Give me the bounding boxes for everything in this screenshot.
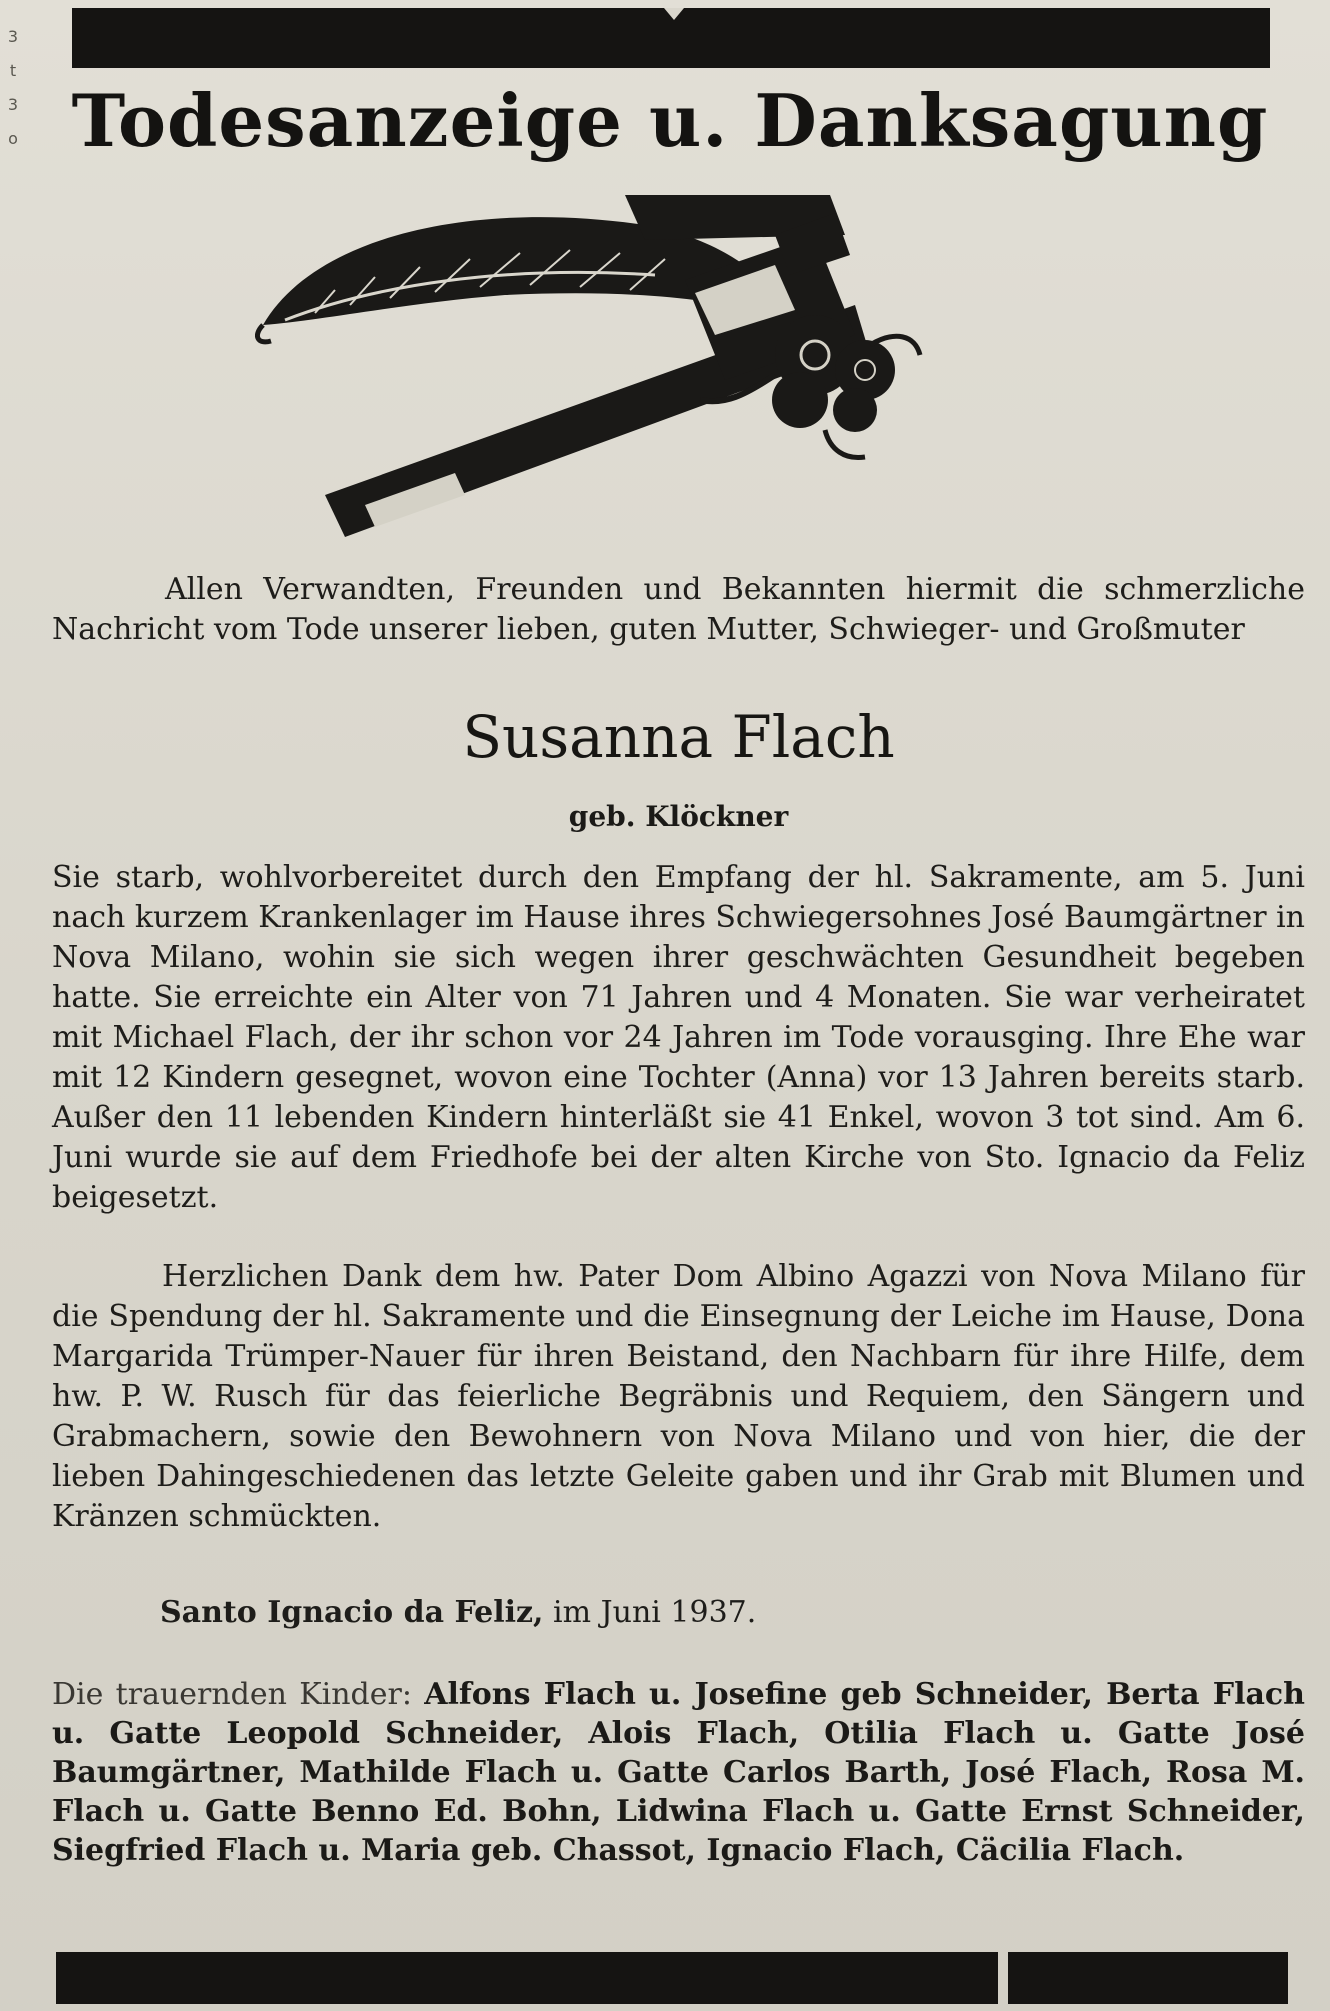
rule-notch [664,8,684,20]
margin-letter: 3 [7,95,19,114]
bottom-black-rule-left [56,1952,998,2004]
margin-letter: o [8,129,18,148]
date: im Juni 1937. [553,1595,757,1630]
body-paragraph-1: Sie starb, wohlvorbereitet durch den Empfang der hl. Sakramente, am 5. Juni nach kurzem Krankenlager im Hause ihres Schwiegersohnes José Baumgärtner in Nova Milano, wohin sie sich wegen ihrer geschwächten Gesundheit begeben hatte. Sie erreichte ein Alter von 71 Jahren und 4 Monaten. Sie war verheiratet mit Michael Flach, der ihr schon vor 24 Jahren im Tode vorausging. Ihre Ehe war mit 12 Kindern gesegnet, wovon eine Tochter (Anna) vor 13 Jahren bereits starb. Außer den 11 lebenden Kindern hinterläßt sie 41 Enkel, wovon 3 tot sind. Am 6. Juni wurde sie auf dem Friedhofe bei der alten Kirche von Sto. Ignacio da Feliz beigesetzt. [52,860,1305,1215]
mourners-lead: Die trauernden Kinder: [52,1677,412,1712]
top-black-rule [72,8,1270,68]
notice-title: Todesanzeige u. Danksagung [71,78,1269,163]
place: Santo Ignacio da Feliz, [160,1595,544,1630]
bottom-black-rule-right [1008,1952,1288,2004]
maiden-name: geb. Klöckner [568,800,789,833]
cross-palm-flower-icon [255,195,1125,540]
body-paragraph-2: Herzlichen Dank dem hw. Pater Dom Albino Agazzi von Nova Milano für die Spendung der hl. Sakramente und die Einsegnung der Leiche im Hause, Dona Margarida Trümper-Nauer für ihren Beistand, den Nachbarn für ihre Hilfe, dem hw. P. W. Rusch für das feierliche Begräbnis und Requiem, den Sängern und Grabmachern, sowie den Bewohnern von Nova Milano und von hier, die der lieben Dahingeschiedenen das letzte Geleite gaben und ihr Grab mit Blumen und Kränzen schmückten. [52,1259,1305,1534]
mourners-names: Alfons Flach u. Josefine geb Schneider, Berta Flach u. Gatte Leopold Schneider, Alois Flach, Otilia Flach u. Gatte José Baumgärtner, Mathilde Flach u. Gatte Carlos Barth, José Flach, Rosa M. Flach u. Gatte Benno Ed. Bohn, Lidwina Flach u. Gatte Ernst Schneider, Siegfried Flach u. Maria geb. Chassot, Ignacio Flach, Cäcilia Flach. [52,1677,1305,1868]
deceased-name: Susanna Flach [462,703,895,771]
margin-letter: 3 [7,27,19,46]
intro-text: Allen Verwandten, Freunden und Bekannten hiermit die schmerzliche Nachricht vom Tode unserer lieben, guten Mutter, Schwieger- und Großmuter [52,572,1305,647]
mourners-list [52,1675,1305,1870]
place-and-date [160,1595,756,1630]
margin-letter: t [9,61,17,80]
margin-letters [6,20,20,156]
